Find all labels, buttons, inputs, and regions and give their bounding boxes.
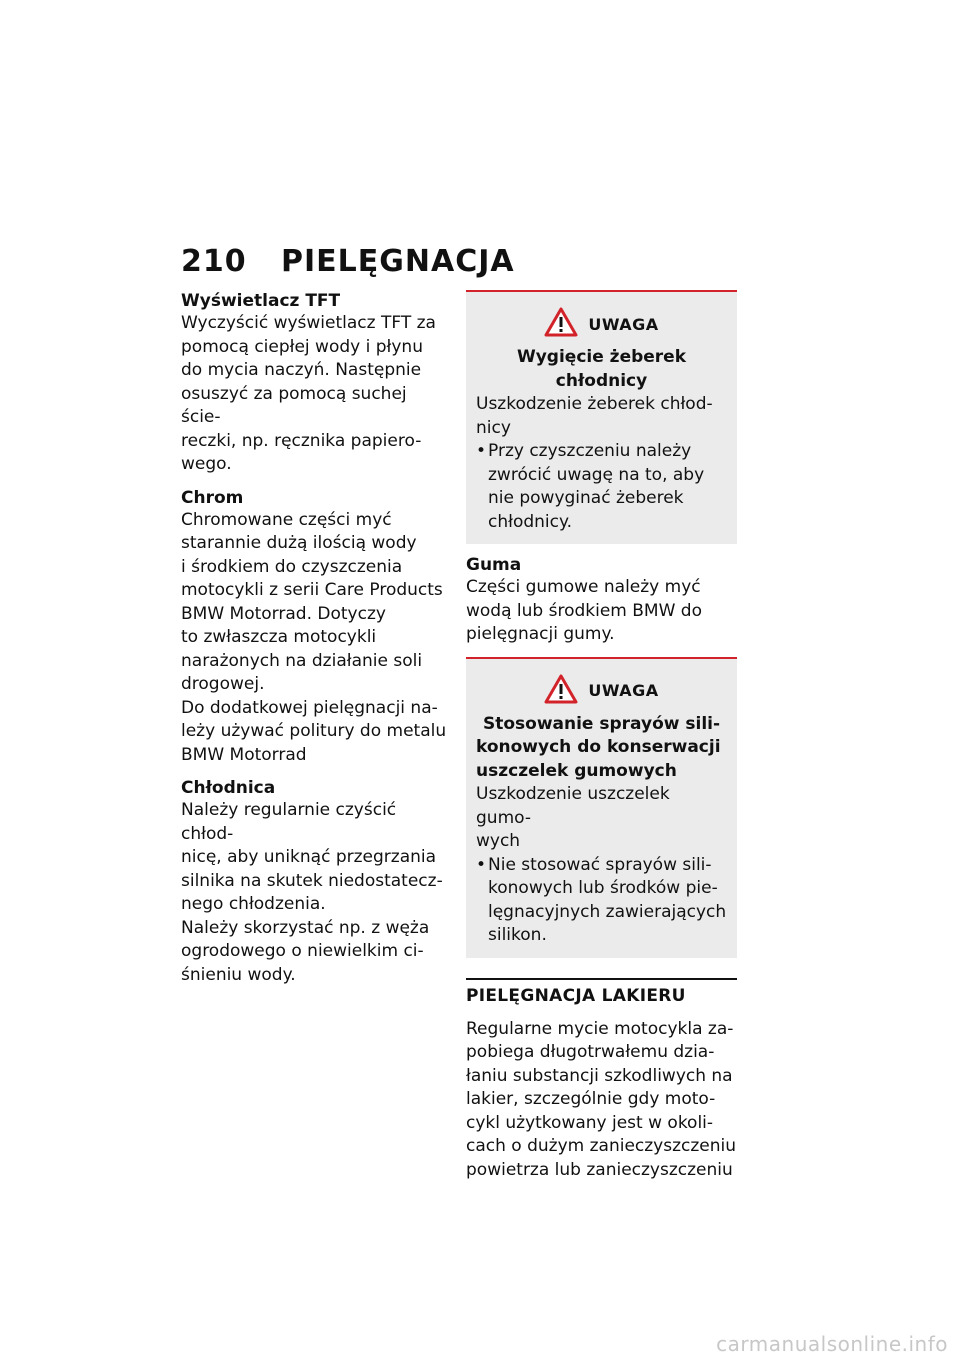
bullet-line: nie powyginać żeberek bbox=[488, 488, 684, 508]
left-column bbox=[181, 290, 449, 997]
watermark: carmanualsonline.info bbox=[716, 1332, 948, 1356]
para-line: nego chłodzenia. bbox=[181, 894, 326, 914]
warning-title: Stosowanie sprayów sili- bbox=[482, 713, 721, 734]
warning-title: konowych do konserwacji bbox=[476, 737, 721, 757]
warning-label: UWAGA bbox=[588, 681, 659, 700]
warning-box-silicone bbox=[466, 657, 737, 958]
section-title-chrom: Chrom bbox=[181, 487, 244, 508]
right-column bbox=[466, 290, 737, 1182]
section-title-chlodnica: Chłodnica bbox=[181, 778, 276, 798]
para-line: Uszkodzenie żeberek chłod- bbox=[476, 394, 713, 414]
para-line: łaniu substancji szkodliwych na bbox=[466, 1065, 733, 1086]
warning-box-radiator bbox=[466, 290, 737, 544]
para-line: pielęgnacji gumy. bbox=[466, 624, 615, 644]
bullet-item bbox=[476, 440, 727, 534]
bullet-line: Przy czyszczeniu należy bbox=[488, 441, 692, 461]
page-header bbox=[181, 244, 515, 279]
para-line: lakier, szczególnie gdy moto- bbox=[466, 1089, 716, 1109]
para-line: narażonych na działanie soli bbox=[181, 650, 423, 671]
warning-head bbox=[476, 669, 727, 713]
para-line: osuszyć za pomocą suchej ście- bbox=[181, 383, 407, 427]
para-line: wodą lub środkiem BMW do bbox=[466, 600, 702, 621]
bullet-line: lęgnacyjnych zawierających bbox=[488, 901, 727, 922]
para-line: Uszkodzenie uszczelek gumo- bbox=[476, 784, 670, 828]
para-line: BMW Motorrad bbox=[181, 744, 307, 765]
para-line: cach o dużym zanieczyszczeniu bbox=[466, 1136, 737, 1156]
para-line: Chromowane części myć bbox=[181, 509, 392, 530]
para-line: do mycia naczyń. Następnie bbox=[181, 360, 422, 380]
para-line: motocykli z serii Care Products bbox=[181, 580, 443, 600]
para-line: to zwłaszcza motocykli bbox=[181, 627, 377, 647]
para-line: leży używać politury do metalu bbox=[181, 721, 447, 741]
para-line: pomocą ciepłej wody i płynu bbox=[181, 336, 423, 357]
para-line: BMW Motorrad. Dotyczy bbox=[181, 603, 386, 624]
warning-triangle-icon bbox=[544, 674, 578, 708]
warning-title: uszczelek gumowych bbox=[476, 760, 677, 781]
section-guma bbox=[466, 554, 737, 647]
section-title-guma: Guma bbox=[466, 555, 522, 575]
bullet-line: zwrócić uwagę na to, aby bbox=[488, 464, 705, 485]
para-line: ogrodowego o niewielkim ci- bbox=[181, 941, 424, 961]
para-line: Regularne mycie motocykla za- bbox=[466, 1018, 734, 1039]
para-line: Do dodatkowej pielęgnacji na- bbox=[181, 697, 438, 718]
para-line: wych bbox=[476, 831, 521, 851]
warning-label: UWAGA bbox=[588, 314, 659, 334]
warning-head bbox=[476, 302, 727, 346]
bullet-item bbox=[476, 854, 727, 948]
section-tft bbox=[181, 290, 449, 477]
para-line: nicy bbox=[476, 417, 511, 438]
para-line: i środkiem do czyszczenia bbox=[181, 556, 403, 577]
para-line: nicę, aby uniknąć przegrzania bbox=[181, 847, 437, 867]
section-chlodnica bbox=[181, 777, 449, 987]
bullet-dot-icon: • bbox=[476, 441, 487, 461]
para-line: pobiega długotrwałemu dzia- bbox=[466, 1042, 715, 1062]
para-line: starannie dużą ilością wody bbox=[181, 533, 417, 553]
bullet-dot-icon: • bbox=[476, 854, 487, 875]
bullet-line: chłodnicy. bbox=[488, 511, 573, 532]
para-line: Wyczyścić wyświetlacz TFT za bbox=[181, 313, 436, 333]
bullet-line: silikon. bbox=[488, 925, 547, 945]
warning-triangle-icon bbox=[544, 307, 578, 341]
page-number: 210 bbox=[181, 244, 247, 279]
chapter-title: PIELĘGNACJA bbox=[281, 244, 515, 279]
para-line: silnika na skutek niedostatecz- bbox=[181, 870, 443, 891]
para-line: reczki, np. ręcznika papiero- bbox=[181, 430, 422, 451]
para-line: cykl użytkowany jest w okoli- bbox=[466, 1112, 714, 1133]
section-chrom bbox=[181, 487, 449, 768]
para-line: powietrza lub zanieczyszczeniu bbox=[466, 1159, 733, 1180]
para-line: Należy skorzystać np. z węża bbox=[181, 917, 430, 938]
para-line: wego. bbox=[181, 454, 232, 474]
para-line: Części gumowe należy myć bbox=[466, 577, 701, 597]
para-line: drogowej. bbox=[181, 674, 265, 694]
bullet-line: Nie stosować sprayów sili- bbox=[488, 854, 712, 875]
section-title-tft: Wyświetlacz TFT bbox=[181, 291, 341, 311]
para-line: śnieniu wody. bbox=[181, 964, 296, 985]
section-heading-lakier: PIELĘGNACJA LAKIERU bbox=[466, 985, 686, 1006]
warning-title: Wygięcie żeberek chłodnicy bbox=[516, 347, 687, 391]
section-lakier bbox=[466, 978, 737, 1183]
para-line: Należy regularnie czyścić chłod- bbox=[181, 800, 397, 844]
bullet-line: konowych lub środków pie- bbox=[488, 878, 718, 898]
